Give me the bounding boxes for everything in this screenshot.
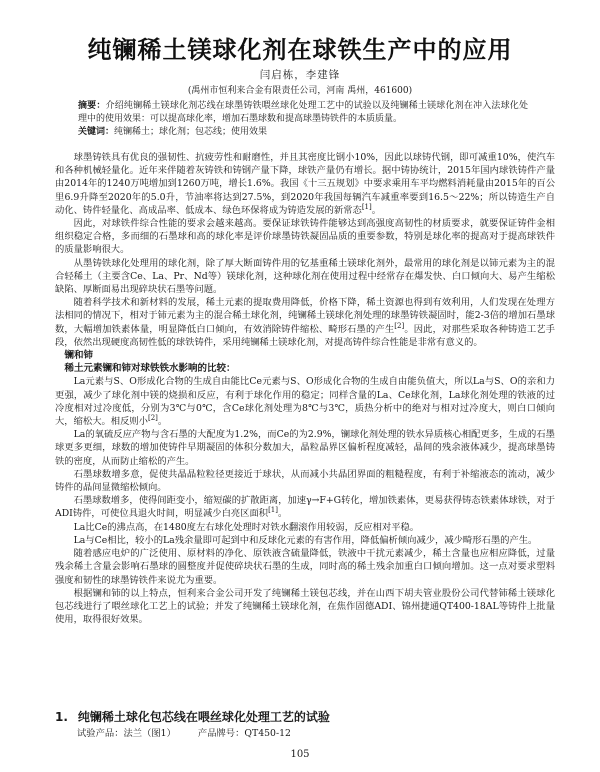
paragraph: 石墨球数增多，使得间距变小，缩短碳的扩散距离，加速γ→F+G转化，增加铁素体，更易获得铸态铁素体球铁，对于ADI铸件，可使位具退火时间，明显减少白亮区面积[1]。 (55, 495, 555, 520)
paragraph: 球墨铸铁具有优良的强韧性、抗疲劳性和耐磨性，并且其密度比钢小10%，因此以球铸代钢，即可减重10%，使汽车和各种机械轻量化。近年来伴随着灰铸铁和铸钢产量下降，球铁产量仍有增长。据中铸协统计，2015年国内球铁铸件产量由2014年的1240万吨增加到1260万吨，增长1.6%。我国《十三五规划》中要求乘用车平均燃料消耗量由2015年的百公里6.9升降至2020年的5.0升，节油率将达到27.5%，到2020年我国每辆汽车减重率要到16.5～22%；所以铸造生产自动化、铸件轻量化、高成品率、低成本、绿色环保将成为铸造发展的新常态[1]。 (55, 152, 555, 216)
section-title: 纯镧稀土球化包芯线在喂丝球化处理工艺的试验 (77, 710, 330, 724)
keywords (78, 126, 528, 139)
test-product: 试验产品：法兰（图1） (77, 728, 176, 739)
section-heading (55, 708, 555, 725)
paragraph: La比Ce的沸点高，在1480度左右球化处理时对铁水翻滚作用较弱，反应相对平稳。 (73, 521, 420, 533)
affiliation: (禹州市恒利来合金有限责任公司，河南 禹州，461600) (187, 86, 413, 96)
subheading: 镧和铈 (64, 350, 94, 362)
subheading: 稀土元素镧和铈对球铁铁水影响的比较： (64, 363, 236, 375)
citation: [1] (268, 506, 278, 515)
keywords-text: 纯镧稀土；球化剂；包芯线；使用效果 (114, 127, 268, 137)
citation: [2] (147, 413, 158, 422)
section-number: 1. (55, 710, 68, 724)
paragraph: La的氧硫反应产物与含石墨的大配度为1.2%，而Ce的为2.9%，镧球化剂处理的铁水异质核心相配更多，生成的石墨球更多更细，球数的增加使铸件早期凝固的体积分数加大，晶粒晶界区偏析程度减轻，晶间的残余液体减少，提高球墨铸铁的密度，从而防止缩松的产生。 (55, 429, 555, 467)
abstract-text: 介绍纯镧稀土镁球化剂芯线在球墨铸铁喂丝球化处理工艺中的试验以及纯镧稀土镁球化剂在冲入法球化处理中的使用效果：可以提高球化率，增加石墨球数和提高球墨铸铁件的本质质量。 (78, 101, 528, 124)
paragraph: 随着科学技术和新材料的发展，稀土元素的提取费用降低，价格下降，稀土资源也得到有效利用，人们发现在处理方法相同的情况下，相对于铈元素为主的混合稀土球化剂，纯镧稀土镁球化剂处理的球墨铸铁凝固时，能2-3倍的增加石墨球数，大幅增加铁素体量，明显降低白口倾向，有效消除铸件缩松、畸形石墨的产生[2]。因此，对那些采取各种铸造工艺手段，依然出现硬度高韧性低的球铁铸件，采用纯镧稀土镁球化剂，对提高铸件综合性能是非常有意义的。 (55, 297, 555, 348)
abstract (78, 100, 528, 125)
paragraph: La元素与S、O形成化合物的生成自由能比Ce元素与S、O形成化合物的生成自由能负值大，所以La与S、O的亲和力更强，减少了球化剂中镁的烧损和反应，有利于球化作用的稳定；同样含量的La、Ce球化剂，La球化剂处理的铁液的过冷度相对过冷度低，分别为3℃与0℃，含Ce球化剂处理为8℃与3℃，质热分析中的绝对与相对过冷度大，则白口倾向大，缩松大。相反则小[2]。 (55, 376, 555, 428)
paragraph: 根据镧和铈的以上特点，恒利来合金公司开发了纯镧稀土镁包芯线，并在山西下胡夫管业股份公司代替铈稀土镁球化包芯线进行了喂丝球化工艺上的试验；并发了纯镧稀土镁球化剂，在焦作固德ADI、锦州捷通QT400-18AL等铸件上批量使用，取得很好效果。 (55, 587, 555, 626)
product-grade: 产品牌号：QT450-12 (197, 728, 291, 739)
paragraph: 石墨球数增多意，促使共晶晶粒粒径更接近于球状，从而减小共晶团界面的粗糙程度，有利于补缩液态的流动，减少铸件的晶间显微缩松倾向。 (55, 468, 555, 494)
abstract-label: 摘要： (78, 101, 106, 111)
paper-title: 纯镧稀土镁球化剂在球铁生产中的应用 (87, 36, 513, 64)
test-material (77, 727, 557, 740)
citation: [1] (361, 202, 372, 211)
paragraph: 从墨铸铁球化处理用的球化剂，除了厚大断面铸件用的钇基重稀土镁球化剂外，最常用的球化剂是以铈元素为主的混合轻稀土（主要含Ce、La、Pr、Nd等）镁球化剂，这种球化剂在使用过程中经常存在爆发快、白口倾向大、易产生缩松缺陷、厚断面易出现碎块状石墨等问题。 (55, 257, 555, 296)
body-text (55, 151, 555, 626)
paragraph: 随着感应电炉的广泛使用、原材料的净化、原铁液含硫量降低，铁液中干扰元素减少，稀土含量也应相应降低，过量残余稀土含量会影响石墨球的圆整度并促使碎块状石墨的生成，同时高的稀土残余加重白口倾向增加。这一点对要求塑料强度和韧性的球墨铸铁件来说尤为重要。 (55, 548, 555, 586)
paragraph: La与Ce相比，较小的La残余量即可起到中和反球化元素的有害作用，降低偏析倾向减少，减少畸形石墨的产生。 (73, 534, 538, 546)
keywords-label: 关键词： (78, 127, 115, 137)
citation: [2] (394, 321, 405, 330)
authors: 闫启栋，李建锋 (259, 69, 341, 81)
paragraph: 因此，对球铁件综合性能的要求会越来越高。要保证球铁铸件能够达到高强度高韧性的材质要求，就要保证铸件金相组织稳定合格，多而细的石墨球和高的球化率是评价球墨铸铁凝固品质的重要参数，特别是球化率的提高对于提高球铁件的质量影响很大。 (55, 218, 555, 256)
page-number: 105 (290, 749, 310, 760)
